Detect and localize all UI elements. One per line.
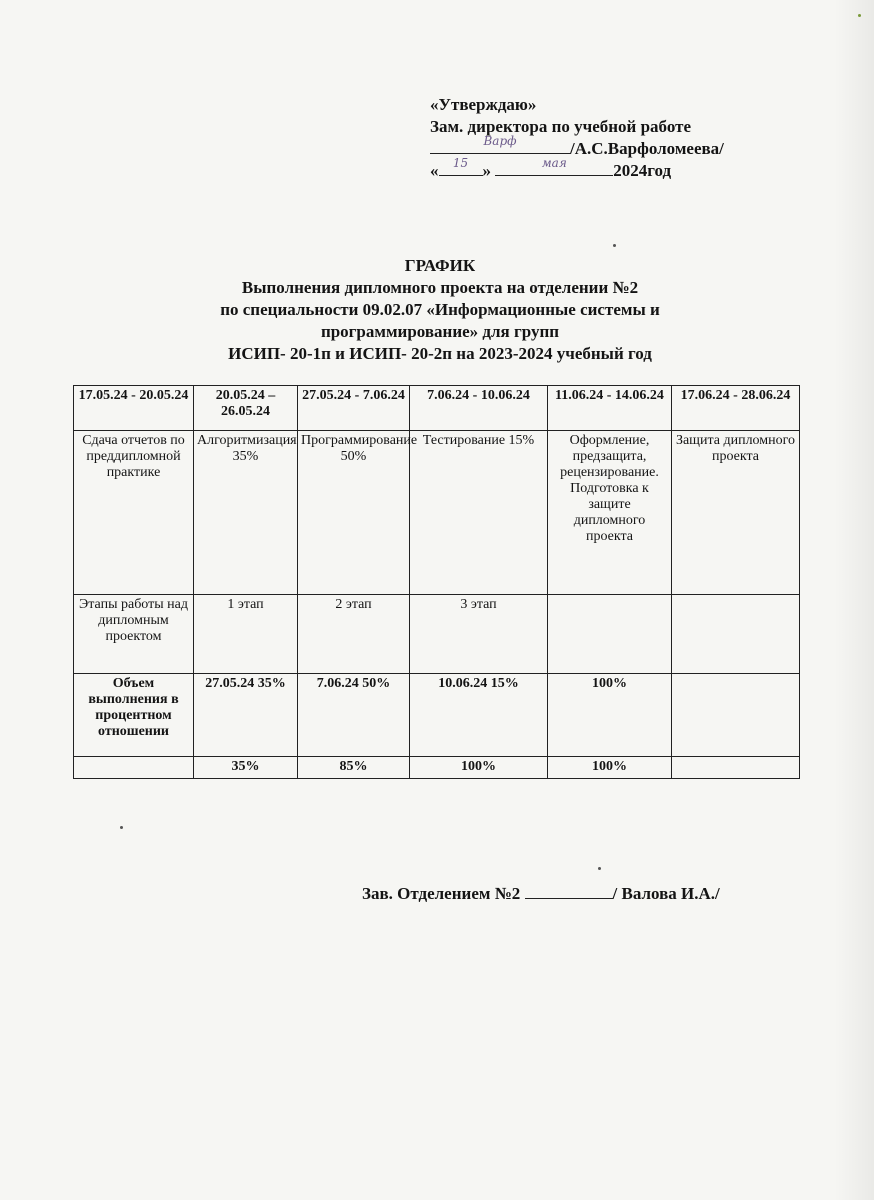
header-cell: 17.05.24 - 20.05.24 [74,386,194,431]
table-cell [74,757,194,779]
table-cell: 100% [548,757,672,779]
footer-signature-line [362,884,720,904]
title-line-3: по специальности 09.02.07 «Информационные системы и [220,300,660,319]
table-row [74,674,800,757]
table-cell: Объем выполнения в процентном отношении [74,674,194,757]
scan-speck [120,826,123,829]
table-cell: 100% [410,757,548,779]
header-cell: 27.05.24 - 7.06.24 [298,386,410,431]
table-cell: 85% [298,757,410,779]
table-cell: Этапы работы над дипломным проектом [74,595,194,674]
table-cell: Сдача отчетов по преддипломной практике [74,431,194,595]
table-cell: 27.05.24 35% [194,674,298,757]
table-cell: 1 этап [194,595,298,674]
header-cell: 7.06.24 - 10.06.24 [410,386,548,431]
handwritten-month: мая [541,156,567,170]
schedule-table [73,385,800,779]
approver-name: /А.С.Варфоломеева/ [570,139,724,158]
table-cell: 10.06.24 15% [410,674,548,757]
header-cell: 11.06.24 - 14.06.24 [548,386,672,431]
title-line-4: программирование» для групп [320,322,560,341]
table-row [74,431,800,595]
table-cell [548,595,672,674]
scan-speck [598,867,601,870]
table-cell: 2 этап [298,595,410,674]
approval-heading: «Утверждаю» [430,95,537,114]
footer-signature-blank [525,884,613,899]
table-header-row [74,386,800,431]
date-open-quote: « [430,161,439,180]
approver-signature-line [430,134,724,160]
approval-date-line [430,156,724,182]
table-cell: Программирование 50% [298,431,410,595]
approval-block [430,94,724,182]
date-close-quote: » [482,161,491,180]
scan-speck [858,14,861,17]
table-cell: 100% [548,674,672,757]
table-cell: Тестирование 15% [410,431,548,595]
date-day-blank [439,156,483,176]
handwritten-signature: Варф [483,134,517,148]
table-cell: 7.06.24 50% [298,674,410,757]
table-cell: 3 этап [410,595,548,674]
table-cell [672,674,800,757]
document-title-block [120,255,760,365]
table-cell: Оформление, предзащита, рецензирование. Подготовка к защите дипломного проекта [548,431,672,595]
scan-speck [613,244,616,247]
table-cell [672,595,800,674]
scan-edge-shade [834,0,874,1200]
footer-name: / Валова И.А./ [612,884,720,903]
table-cell: Защита дипломного проекта [672,431,800,595]
footer-position: Зав. Отделением №2 [362,884,521,903]
table-row [74,757,800,779]
table-row [74,595,800,674]
date-month-blank [495,156,613,176]
title-line-2: Выполнения дипломного проекта на отделении №2 [241,278,639,297]
table-cell: 35% [194,757,298,779]
header-cell: 20.05.24 – 26.05.24 [194,386,298,431]
title-heading: ГРАФИК [404,256,476,275]
table-cell: Алгоритмизация 35% [194,431,298,595]
approver-position: Зам. директора по учебной работе [430,117,691,136]
date-year: 2024год [613,161,672,180]
header-cell: 17.06.24 - 28.06.24 [672,386,800,431]
handwritten-day: 15 [452,156,469,170]
title-line-5: ИСИП- 20-1п и ИСИП- 20-2п на 2023-2024 учебный год [228,344,652,363]
table-cell [672,757,800,779]
